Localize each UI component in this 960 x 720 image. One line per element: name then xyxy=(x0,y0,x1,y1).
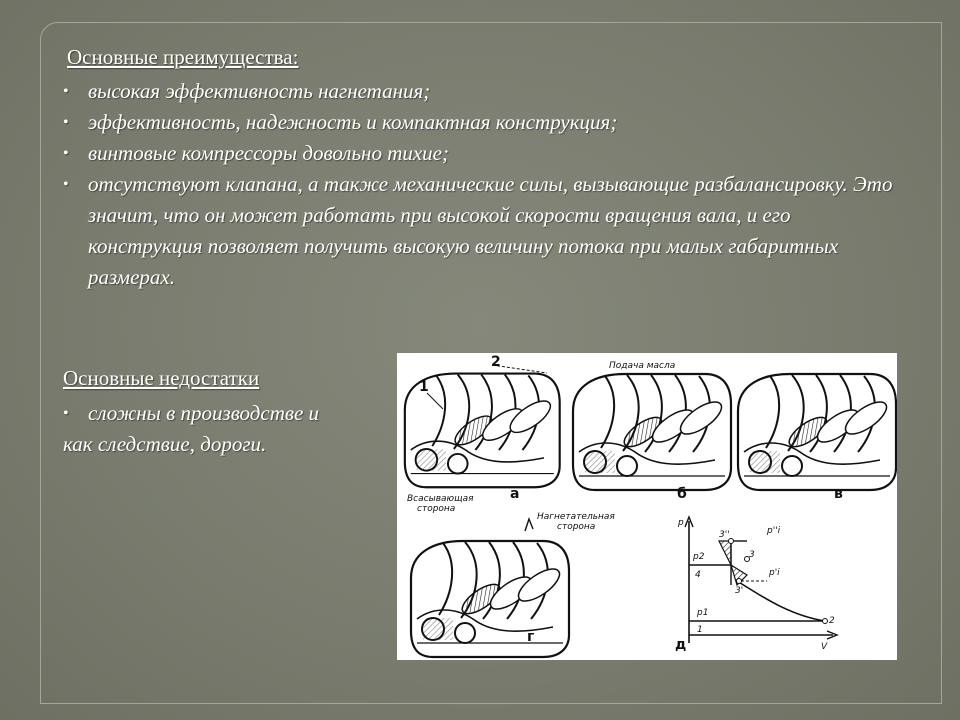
label-num2: 2 xyxy=(491,354,501,370)
advantages-heading: Основные преимущества: xyxy=(67,45,299,69)
label-p2: p2 xyxy=(693,552,705,562)
label-b: б xyxy=(677,486,687,502)
advantage-item: • эффективность, надежность и компактная конструкция; xyxy=(63,107,903,138)
label-discharge-1: Нагнетательная xyxy=(537,512,615,522)
label-p-axis: p xyxy=(678,518,684,528)
screw-compressor-figure xyxy=(397,353,897,660)
label-pt4: 4 xyxy=(695,570,701,580)
label-v: в xyxy=(834,486,843,502)
compressor-diagram xyxy=(397,353,897,660)
label-pt2: 2 xyxy=(829,616,835,626)
disadvantages-list xyxy=(63,398,403,429)
label-v-axis: V xyxy=(821,642,828,652)
disadvantage-continuation: как следствие, дороги. xyxy=(63,432,267,456)
advantage-item: • отсутствуют клапана, а также механические силы, вызывающие разбалансировку. Это значит, что он может работать при высокой скорости вращения вала, и его конструкция позволяет получить высокую величину потока при малых габаритных размерах. xyxy=(63,169,903,293)
disadvantages-heading: Основные недостатки xyxy=(63,366,260,390)
disadvantage-item: • сложны в производстве и xyxy=(63,398,403,429)
label-suction-1: Всасывающая xyxy=(407,494,474,504)
label-oil-feed: Подача масла xyxy=(609,361,676,371)
advantage-item: • винтовые компрессоры довольно тихие; xyxy=(63,138,903,169)
label-pt3p: 3' xyxy=(735,586,744,596)
label-pt1: 1 xyxy=(697,625,703,635)
label-pi1: p'i xyxy=(769,568,780,578)
advantage-item: • высокая эффективность нагнетания; xyxy=(63,76,903,107)
rotor-drawing-v xyxy=(738,374,896,490)
rotor-drawing-b xyxy=(573,374,731,490)
label-p1: p1 xyxy=(697,608,709,618)
advantages-list xyxy=(63,76,903,293)
label-num1: 1 xyxy=(419,379,429,395)
label-d: д xyxy=(675,637,687,653)
label-pt3pp: 3'' xyxy=(719,530,730,540)
label-pt3: 3 xyxy=(749,550,755,560)
label-suction-2: сторона xyxy=(417,504,456,514)
label-g: г xyxy=(527,629,535,645)
arrow-icon xyxy=(525,519,533,531)
rotor-drawing-g xyxy=(411,541,569,657)
label-a: а xyxy=(510,486,520,502)
pv-diagram xyxy=(685,517,837,643)
label-pi2: p''i xyxy=(767,526,781,536)
label-discharge-2: сторона xyxy=(557,522,596,532)
